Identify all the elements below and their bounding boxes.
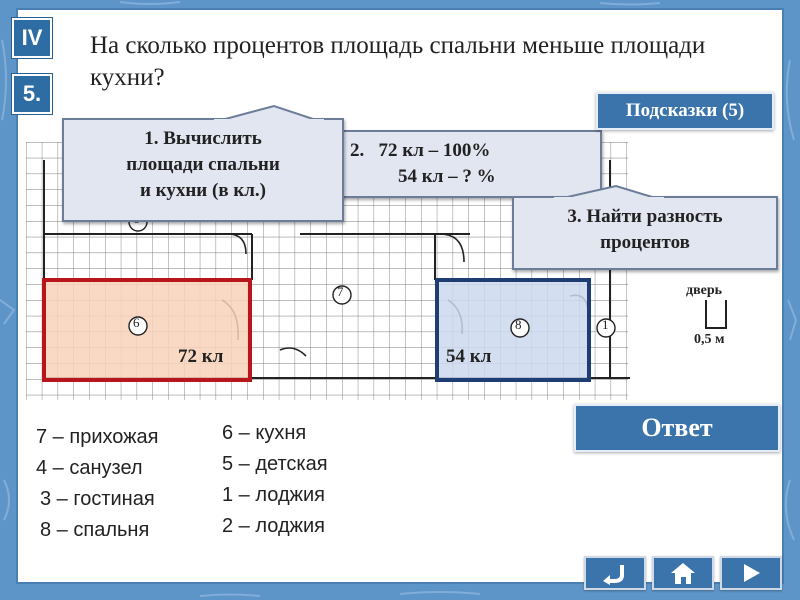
section-badge: IV: [12, 18, 52, 58]
hint-3-callout: [512, 196, 778, 270]
hint-1-callout: [62, 118, 344, 222]
legend-item: 3 – гостиная: [40, 488, 155, 510]
legend-item: 7 – прихожая: [36, 426, 159, 448]
room-number-loggia: 1: [602, 317, 609, 332]
door-legend-mark: [706, 300, 726, 328]
task-number-badge: 5.: [12, 74, 52, 114]
room-legend-left: [36, 422, 159, 546]
back-arrow-icon: [600, 561, 630, 585]
legend-item: 6 – кухня: [222, 422, 307, 444]
room-number-hallway: 7: [337, 284, 344, 299]
play-next-icon: [736, 561, 766, 585]
bedroom-area-label: 54 кл: [446, 346, 492, 367]
hint-1-line-1: 1. Вычислить: [144, 128, 262, 149]
legend-item: 1 – лоджия: [222, 484, 325, 506]
question-text: На сколько процентов площадь спальни меньше площади кухни?: [90, 32, 706, 91]
legend-item: 8 – спальня: [40, 519, 150, 541]
room-legend-right: [222, 418, 328, 542]
hint-3-line-1: 3. Найти разность: [567, 206, 723, 227]
hint-3-line-2: процентов: [600, 232, 690, 253]
legend-item: 5 – детская: [222, 453, 328, 475]
home-icon: [668, 561, 698, 585]
kitchen-area-label: 72 кл: [178, 346, 224, 367]
back-button[interactable]: [584, 556, 646, 590]
hint-2-line-2: 54 кл – ? %: [398, 166, 496, 187]
legend-item: 2 – лоджия: [222, 515, 325, 537]
legend-item: 4 – санузел: [36, 457, 143, 479]
hint-2-number: 2.: [350, 140, 365, 161]
callout-tail-icon: [554, 184, 664, 200]
scale-label: 0,5 м: [694, 332, 725, 347]
room-number-bedroom: 8: [515, 317, 522, 332]
room-number-kitchen: 6: [133, 315, 140, 330]
next-button[interactable]: [720, 556, 782, 590]
hints-button[interactable]: Подсказки (5): [596, 92, 774, 130]
hint-1-line-2: площади спальни: [126, 154, 280, 175]
answer-button[interactable]: Ответ: [574, 404, 780, 452]
hint-1-line-3: и кухни (в кл.): [139, 180, 267, 201]
callout-tail-icon: [214, 104, 324, 122]
hint-2-line-1: 72 кл – 100%: [378, 140, 491, 161]
home-button[interactable]: [652, 556, 714, 590]
door-label: дверь: [686, 283, 723, 298]
